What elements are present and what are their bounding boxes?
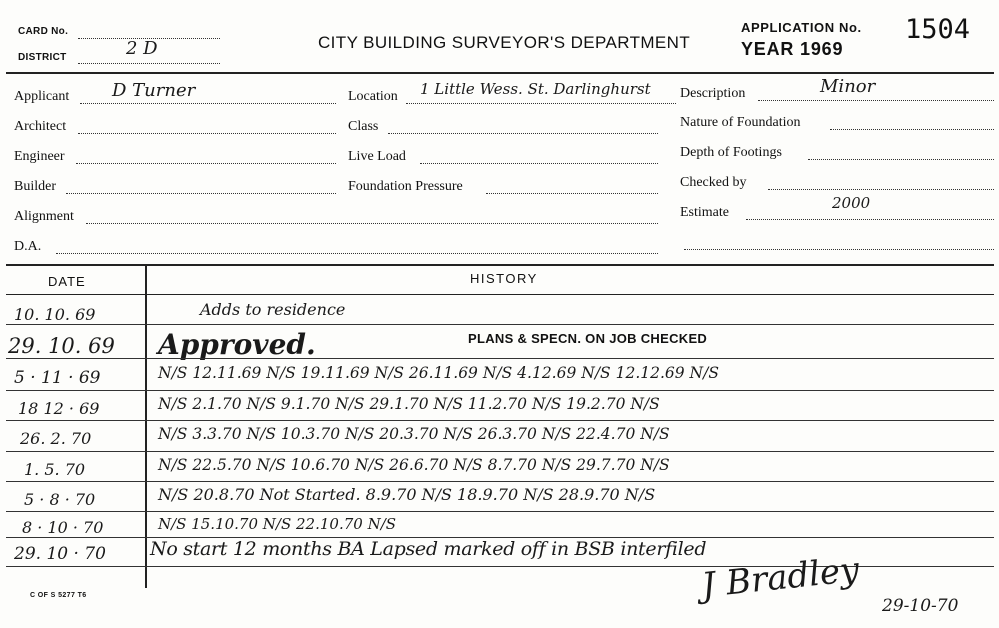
table-row-date: 8 · 10 · 70	[22, 518, 104, 537]
description-line	[758, 100, 994, 101]
table-row-line	[6, 511, 994, 512]
district-value: 2 D	[126, 38, 158, 59]
table-row-history: No start 12 months BA Lapsed marked off in BSB interfiled	[150, 538, 707, 560]
table-row-date: 1. 5. 70	[24, 460, 86, 479]
live-load-label: Live Load	[348, 149, 406, 164]
table-row-date: 26. 2. 70	[20, 429, 92, 448]
table-row-history: Approved.	[158, 328, 316, 361]
table-row-history: N/S 22.5.70 N/S 10.6.70 N/S 26.6.70 N/S 8.7.70 N/S 29.7.70 N/S	[158, 456, 670, 474]
table-row-history: N/S 20.8.70 Not Started. 8.9.70 N/S 18.9.70 N/S 28.9.70 N/S	[158, 485, 656, 504]
table-row-line	[6, 451, 994, 452]
application-number: 1504	[905, 14, 971, 45]
history-header: HISTORY	[470, 271, 538, 286]
alignment-label: Alignment	[14, 209, 74, 224]
table-row-date: 18 12 · 69	[18, 399, 100, 418]
architect-line	[78, 133, 336, 134]
description-value: Minor	[820, 76, 876, 97]
nature-of-foundation-line	[830, 129, 994, 130]
location-line	[406, 103, 676, 104]
table-row-date: 29. 10 · 70	[14, 544, 106, 564]
estimate-value: 2000	[832, 194, 871, 212]
depth-of-footings-line	[808, 159, 994, 160]
da-line	[56, 253, 658, 254]
class-label: Class	[348, 119, 379, 134]
form-code: C OF S 5277 T6	[30, 592, 87, 599]
engineer-line	[76, 163, 336, 164]
table-top-rule	[6, 264, 994, 266]
surveyor-signature: J Bradley	[699, 549, 862, 606]
table-row-line	[6, 324, 994, 325]
table-row-line	[6, 420, 994, 421]
estimate-line	[746, 219, 994, 220]
applicant-label: Applicant	[14, 89, 70, 104]
location-value: 1 Little Wess. St. Darlinghurst	[420, 80, 651, 98]
nature-of-foundation-label: Nature of Foundation	[680, 115, 801, 130]
table-row-line	[6, 358, 994, 359]
table-row-date: 5 · 11 · 69	[14, 368, 101, 388]
table-row-date: 5 · 8 · 70	[24, 490, 96, 509]
signature-date: 29-10-70	[882, 596, 959, 616]
estimate-label: Estimate	[680, 205, 729, 220]
header-rule	[6, 72, 994, 74]
checked-by-label: Checked by	[680, 175, 747, 190]
table-row-line	[6, 481, 994, 482]
date-header: DATE	[48, 274, 86, 289]
table-header-rule	[6, 294, 994, 295]
date-column-divider	[145, 266, 147, 588]
description-label: Description	[680, 86, 746, 101]
da-label: D.A.	[14, 239, 42, 254]
table-row-history: N/S 12.11.69 N/S 19.11.69 N/S 26.11.69 N/S 4.12.69 N/S 12.12.69 N/S	[158, 364, 719, 382]
table-row-line	[6, 390, 994, 391]
applicant-line	[80, 103, 336, 104]
foundation-pressure-label: Foundation Pressure	[348, 179, 463, 194]
card-no-label: CARD No.	[18, 26, 69, 37]
department-title: CITY BUILDING SURVEYOR'S DEPARTMENT	[318, 33, 691, 52]
foundation-pressure-line	[486, 193, 658, 194]
builder-label: Builder	[14, 179, 56, 194]
depth-of-footings-label: Depth of Footings	[680, 145, 782, 160]
table-row-date: 29. 10. 69	[8, 334, 115, 358]
table-row-history: Adds to residence	[200, 300, 346, 319]
class-line	[388, 133, 658, 134]
alignment-line	[86, 223, 658, 224]
year-label: YEAR 1969	[741, 39, 844, 59]
plans-checked-stamp: PLANS & SPECN. ON JOB CHECKED	[468, 331, 708, 346]
architect-label: Architect	[14, 119, 67, 134]
application-label: APPLICATION No.	[741, 20, 862, 35]
table-row-history: N/S 15.10.70 N/S 22.10.70 N/S	[158, 515, 397, 533]
table-row-history: N/S 2.1.70 N/S 9.1.70 N/S 29.1.70 N/S 11.2.70 N/S 19.2.70 N/S	[158, 395, 660, 413]
live-load-line	[420, 163, 658, 164]
blank-line	[684, 249, 994, 250]
checked-by-line	[768, 189, 994, 190]
table-row-date: 10. 10. 69	[14, 305, 96, 324]
location-label: Location	[348, 89, 398, 104]
builder-line	[66, 193, 336, 194]
engineer-label: Engineer	[14, 149, 65, 164]
applicant-value: D Turner	[112, 80, 196, 101]
district-label: DISTRICT	[18, 52, 67, 63]
district-line	[78, 63, 220, 64]
table-row-history: N/S 3.3.70 N/S 10.3.70 N/S 20.3.70 N/S 26.3.70 N/S 22.4.70 N/S	[158, 425, 670, 443]
